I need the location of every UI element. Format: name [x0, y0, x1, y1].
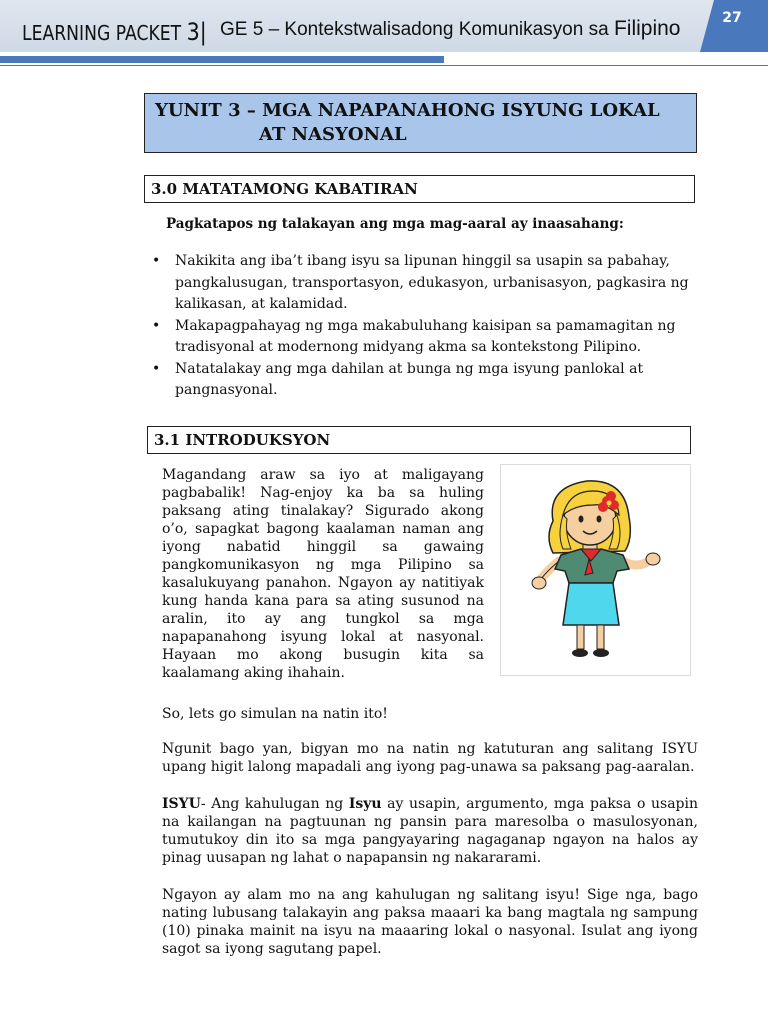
- packet-label: [22, 18, 207, 46]
- objectives-lead: Pagkatapos ng talakayan ang mga mag-aaral ay inaasahang:: [166, 216, 624, 232]
- paragraph-lets-go: So, lets go simulan na natin ito!: [162, 706, 388, 722]
- list-item: • Nakikita ang iba’t ibang isyu sa lipunan hinggil sa usapin sa pabahay, pangkalusugan, transportasyon, edukasyon, urbanisasyon, pagkasira ng kalikasan, at kalamidad.: [150, 251, 698, 316]
- unit-title-line1: YUNIT 3 – MGA NAPAPANAHONG ISYUNG LOKAL: [155, 100, 660, 121]
- packet-label-text: LEARNING PACKET: [22, 21, 182, 45]
- header-rule-thick: [0, 56, 444, 63]
- course-suffix: Filipino: [613, 17, 681, 40]
- page-number: 27: [722, 10, 742, 26]
- section-heading-introduction: [147, 426, 691, 454]
- unit-title-line2: AT NASYONAL: [259, 124, 407, 145]
- list-item: • Natatalakay ang mga dahilan at bunga ng mga isyung panlokal at pangnasyonal.: [150, 359, 698, 402]
- isyu-term: ISYU: [162, 796, 201, 812]
- packet-number: 3: [186, 18, 200, 46]
- girl-cartoon-icon: [501, 465, 690, 675]
- isyu-term-inline: Isyu: [348, 796, 382, 812]
- list-item: • Makapagpahayag ng mga makabuluhang kaisipan sa pamamagitan ng tradisyonal at modernong midyang akma sa kontekstong Pilipino.: [150, 316, 698, 359]
- girl-illustration: [500, 464, 691, 676]
- course-title: [220, 17, 680, 41]
- isyu-text-a: - Ang kahulugan ng: [200, 796, 349, 812]
- section-heading-introduction-text: 3.1 INTRODUKSYON: [154, 431, 331, 449]
- paragraph-isyu-definition: [162, 795, 698, 867]
- packet-separator: |: [199, 18, 207, 46]
- isyu-text-c: ay usapin, argumento, mga paksa o usapin na kailangan na pagtuunan ng pansin para maresolba o masulosyonan, tumutukoy din ito sa mga pangyayaring nagaganap ngayon na halos ay pinag uusapan ng lahat o napapansin ng nakararami.: [162, 796, 698, 866]
- paragraph-ngayon: Ngayon ay alam mo na ang kahulugan ng salitang isyu! Sige nga, bago nating lubusang talakayin ang paksa maaari ka bang magtala ng sampung (10) pinaka mainit na isyu na maaaring lokal o nasyonal. Isulat ang iyong sagot sa iyong sagutang papel.: [162, 887, 698, 957]
- course-prefix: GE 5 – Kontekstwalisadong Komunikasyon sa: [220, 19, 609, 40]
- header-rule-thin: [0, 65, 768, 66]
- section-heading-objectives: [144, 175, 695, 203]
- objectives-list: [150, 251, 698, 402]
- intro-paragraph: Magandang araw sa iyo at maligayang pagbabalik! Nag-enjoy ka ba sa huling paksang ating tinalakay? Sigurado akong o’o, sapagkat bagong kaalaman naman ang iyong nabatid hinggil sa gawaing pangkomunikasyon ng mga Pilipino sa kasalukuyang panahon. Ngayon ay natitiyak kung handa kana para sa ating susunod na aralin, ito ay ang tungkol sa mga napapanahong isyung lokal at nasyonal. Hayaan mo akong busugin kita sa kaalamang aking ihahain.: [162, 467, 484, 681]
- section-heading-objectives-text: 3.0 MATATAMONG KABATIRAN: [151, 180, 418, 198]
- unit-title-box: [144, 93, 697, 153]
- paragraph-ngunit: Ngunit bago yan, bigyan mo na natin ng katuturan ang salitang ISYU upang higit lalong mapadali ang iyong pag-unawa sa paksang pag-aaralan.: [162, 741, 698, 775]
